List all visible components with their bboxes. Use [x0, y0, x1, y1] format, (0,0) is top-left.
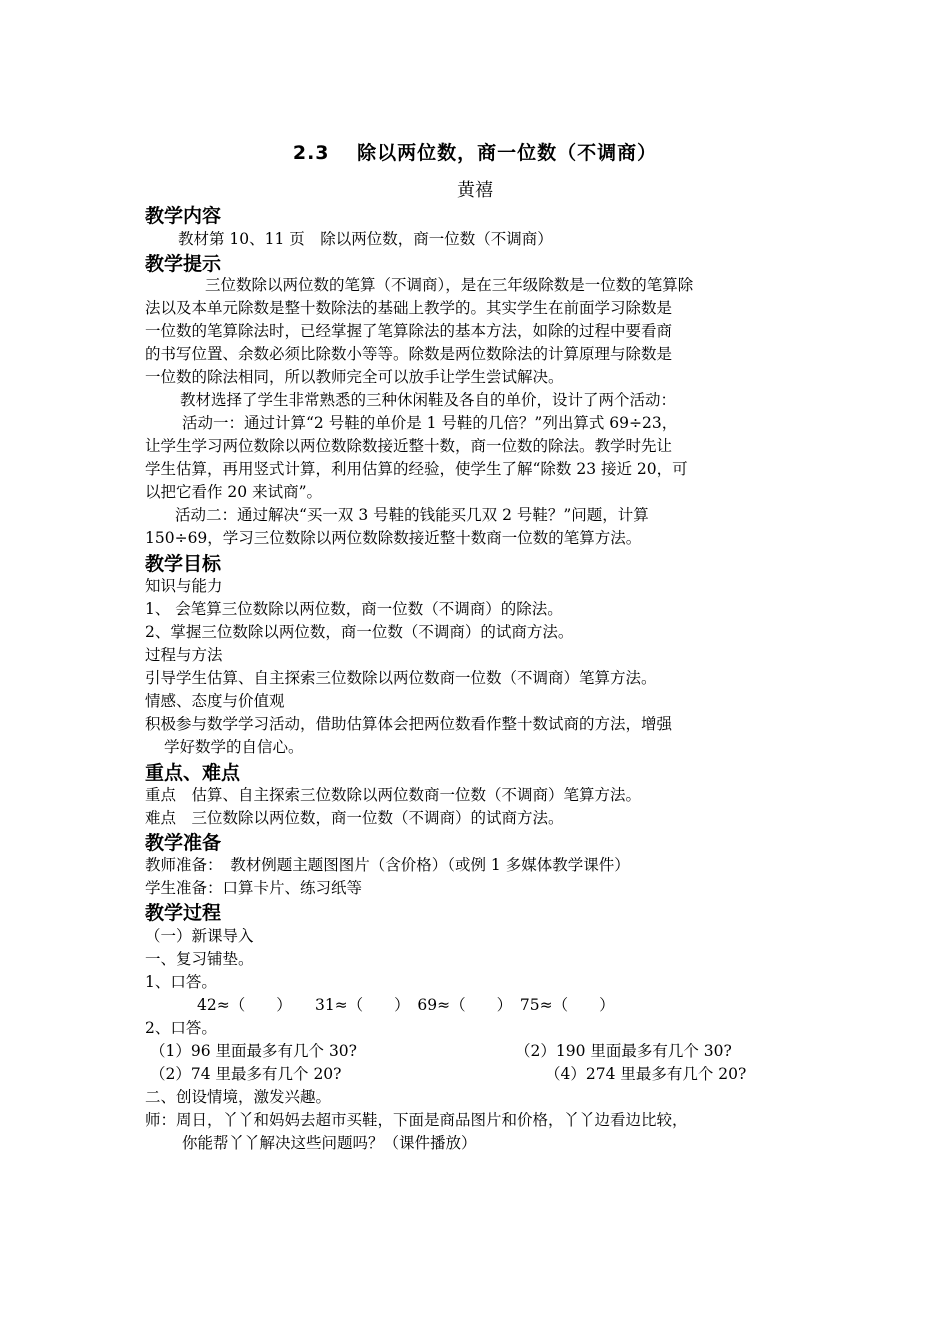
hint-line: 让学生学习两位数除以两位数除数接近整十数，商一位数的除法。教学时先让	[145, 437, 673, 455]
section-heading-goals: 教学目标	[145, 553, 222, 575]
process-line: （一）新课导入	[145, 927, 254, 945]
goal-line: 知识与能力	[145, 577, 223, 595]
goal-line: 积极参与数学学习活动，借助估算体会把两位数看作整十数试商的方法，增强	[145, 715, 673, 733]
hint-line: 一位数的笔算除法时，已经掌握了笔算除法的基本方法，如除的过程中要看商	[145, 322, 673, 340]
hint-line: 活动二：通过解决“买一双 3 号鞋的钱能买几双 2 号鞋？”问题，计算	[175, 506, 649, 524]
hint-line: 的书写位置、余数必须比除数小等等。除数是两位数除法的计算原理与除数是	[145, 345, 673, 363]
process-line: 你能帮丫丫解决这些问题吗？（课件播放）	[182, 1134, 477, 1152]
hint-line: 以把它看作 20 来试商”。	[145, 483, 323, 501]
hint-line: 三位数除以两位数的笔算（不调商），是在三年级除数是一位数的笔算除	[205, 276, 694, 294]
hint-line: 一位数的除法相同，所以教师完全可以放手让学生尝试解决。	[145, 368, 564, 386]
process-line: 1、口答。	[145, 973, 217, 991]
process-line: （2）190 里面最多有几个 30?	[515, 1042, 732, 1060]
prep-line: 学生准备：口算卡片、练习纸等	[145, 879, 363, 897]
process-line: （2）74 里最多有几个 20?	[150, 1065, 342, 1083]
key-line: 难点 三位数除以两位数，商一位数（不调商）的试商方法。	[145, 809, 564, 827]
process-line: （4）274 里最多有几个 20?	[545, 1065, 747, 1083]
hint-line: 法以及本单元除数是整十数除法的基础上教学的。其实学生在前面学习除数是	[145, 299, 673, 317]
process-line: 2、口答。	[145, 1019, 217, 1037]
goal-line: 引导学生估算、自主探索三位数除以两位数商一位数（不调商）笔算方法。	[145, 669, 657, 687]
goal-line: 2、掌握三位数除以两位数，商一位数（不调商）的试商方法。	[145, 623, 574, 641]
content-text: 教材第 10、11 页 除以两位数，商一位数（不调商）	[178, 230, 553, 248]
author-name: 黄禧	[457, 180, 493, 201]
process-line: （1）96 里面最多有几个 30?	[150, 1042, 357, 1060]
hint-line: 学生估算，再用竖式计算，利用估算的经验，使学生了解“除数 23 接近 20，可	[145, 460, 688, 478]
process-line: 二、创设情境，激发兴趣。	[145, 1088, 332, 1106]
hint-line: 教材选择了学生非常熟悉的三种休闲鞋及各自的单价，设计了两个活动：	[180, 391, 677, 409]
hint-line: 150÷69，学习三位数除以两位数除数接近整十数商一位数的笔算方法。	[145, 529, 642, 547]
goal-line: 学好数学的自信心。	[164, 738, 304, 756]
process-line: 一、复习铺垫。	[145, 950, 254, 968]
goal-line: 1、 会笔算三位数除以两位数，商一位数（不调商）的除法。	[145, 600, 563, 618]
section-heading-process: 教学过程	[145, 902, 222, 924]
goal-line: 情感、态度与价值观	[145, 692, 285, 710]
process-line: 42≈（ ） 31≈（ ） 69≈（ ） 75≈（ ）	[197, 996, 615, 1014]
process-line: 师：周日，丫丫和妈妈去超市买鞋，下面是商品图片和价格，丫丫边看边比较，	[145, 1111, 688, 1129]
section-heading-prep: 教学准备	[145, 832, 222, 854]
hint-line: 活动一：通过计算“2 号鞋的单价是 1 号鞋的几倍？”列出算式 69÷23，	[182, 414, 678, 432]
goal-line: 过程与方法	[145, 646, 223, 664]
prep-line: 教师准备： 教材例题主题图图片（含价格）（或例 1 多媒体教学课件）	[145, 856, 630, 874]
section-heading-content: 教学内容	[145, 205, 222, 227]
document-title: 2.3 除以两位数，商一位数（不调商）	[292, 142, 658, 164]
section-heading-key: 重点、难点	[145, 762, 241, 784]
key-line: 重点 估算、自主探索三位数除以两位数商一位数（不调商）笔算方法。	[145, 786, 642, 804]
section-heading-hint: 教学提示	[145, 253, 222, 275]
